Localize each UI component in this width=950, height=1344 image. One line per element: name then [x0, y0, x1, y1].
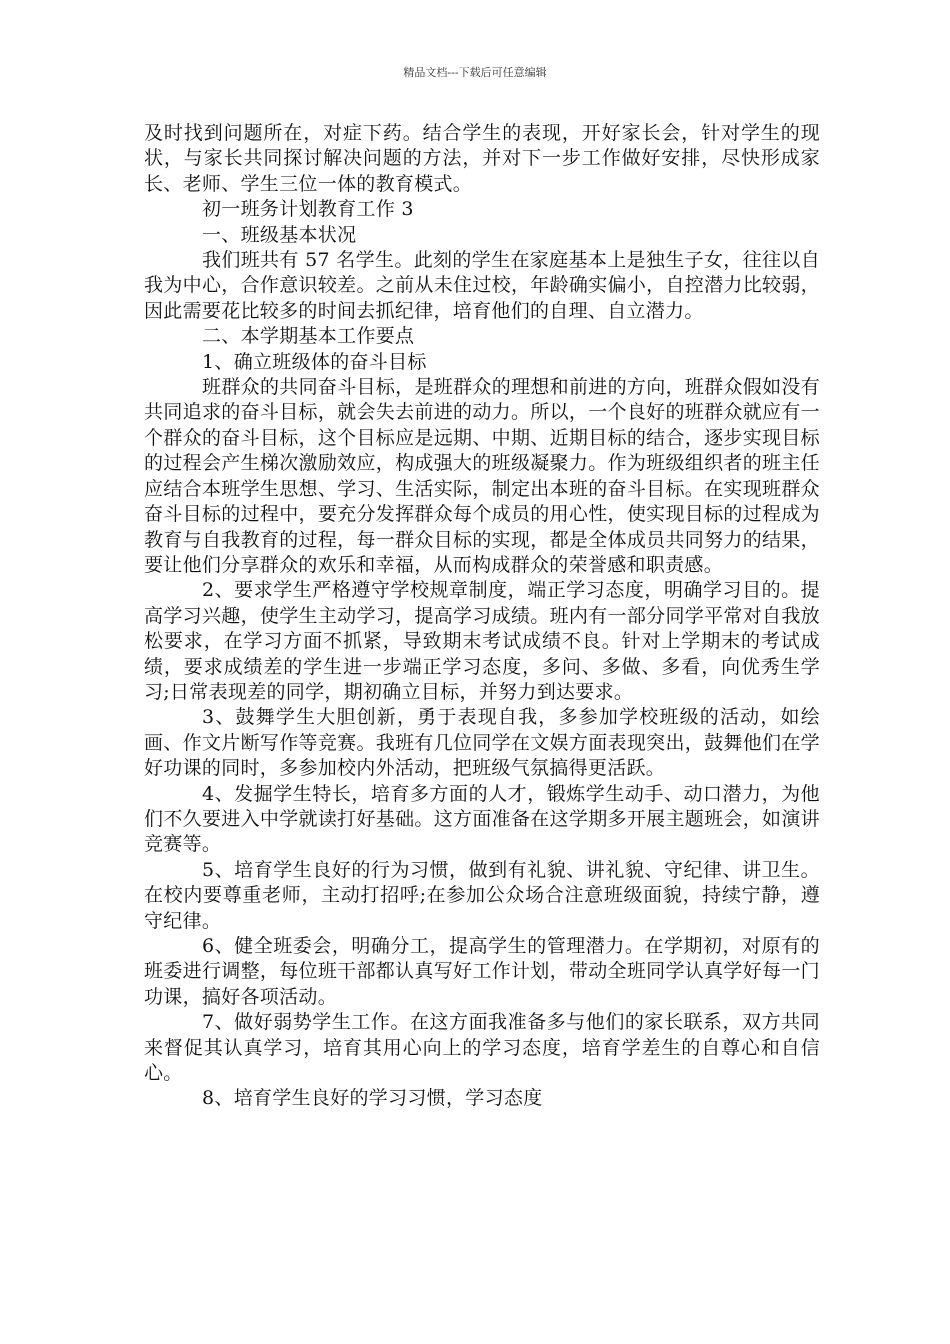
document-body: [144, 121, 820, 1112]
paragraph-item-8: 8、培育学生良好的学习习惯，学习态度: [202, 1087, 543, 1110]
paragraph-goal: 班群众的共同奋斗目标，是班群众的理想和前进的方向，班群众假如没有共同追求的奋斗目标，就会失去前进的动力。所以，一个良好的班群众就应有一个群众的奋斗目标，这个目标应是远期、中期、近期目标的结合，逐步实现目标的过程会产生梯次激励效应，构成强大的班级凝聚力。作为班级组织者的班主任应结合本班学生思想、学习、生活实际，制定出本班的奋斗目标。在实现班群众奋斗目标的过程中，要充分发挥群众每个成员的用心性，使实现目标的过程成为教育与自我教育的过程，每一群众目标的实现，都是全体成员共同努力的结果，要让他们分享群众的欢乐和幸福，从而构成群众的荣誉感和职责感。: [144, 376, 820, 576]
paragraph-item-6: 6、健全班委会，明确分工，提高学生的管理潜力。在学期初，对原有的班委进行调整，每位班干部都认真写好工作计划，带动全班同学认真学好每一门功课，搞好各项活动。: [144, 935, 820, 1008]
page-header: 精品文档---下载后可任意编辑: [403, 66, 547, 79]
paragraph-item-4: 4、发掘学生特长，培育多方面的人才，锻炼学生动手、动口潜力，为他们不久要进入中学就读打好基础。这方面准备在这学期多开展主题班会，如演讲竞赛等。: [144, 782, 820, 856]
paragraph-item-3: 3、鼓舞学生大胆创新，勇于表现自我，多参加学校班级的活动，如绘画、作文片断写作等竞赛。我班有几位同学在文娱方面表现突出，鼓舞他们在学好功课的同时，多参加校内外活动，把班级气氛搞得更活跃。: [144, 706, 820, 780]
paragraph-item-5: 5、培育学生良好的行为习惯，做到有礼貌、讲礼貌、守纪律、讲卫生。在校内要尊重老师，主动打招呼;在参加公众场合注意班级面貌，持续宁静，遵守纪律。: [144, 858, 820, 932]
paragraph-basic-situation: 我们班共有 57 名学生。此刻的学生在家庭基本上是独生子女，往往以自我为中心，合作意识较差。之前从未住过校，年龄确实偏小，自控潜力比较弱，因此需要花比较多的时间去抓纪律，培育他们的自理、自立潜力。: [144, 249, 820, 322]
paragraph-item-2: 2、要求学生严格遵守学校规章制度，端正学习态度，明确学习目的。提高学习兴趣，使学生主动学习，提高学习成绩。班内有一部分同学平常对自我放松要求，在学习方面不抓紧，导致期末考试成绩不良。针对上学期末的考试成绩，要求成绩差的学生进一步端正学习态度，多问、多做、多看，向优秀生学习;日常表现差的同学，期初确立目标，并努力到达要求。: [144, 579, 820, 703]
section-title: 初一班务计划教育工作 3: [202, 198, 414, 221]
heading-work-points: 二、本学期基本工作要点: [202, 325, 415, 348]
heading-basic-situation: 一、班级基本状况: [202, 223, 357, 246]
paragraph-continuation: 及时找到问题所在，对症下药。结合学生的表现，开好家长会，针对学生的现状，与家长共同探讨解决问题的方法，并对下一步工作做好安排，尽快形成家长、老师、学生三位一体的教育模式。: [144, 122, 820, 195]
paragraph-item-7: 7、做好弱势学生工作。在这方面我准备多与他们的家长联系，双方共同来督促其认真学习，培育其用心向上的学习态度，培育学差生的自尊心和自信心。: [144, 1011, 820, 1085]
heading-item-1: 1、确立班级体的奋斗目标: [202, 350, 427, 373]
